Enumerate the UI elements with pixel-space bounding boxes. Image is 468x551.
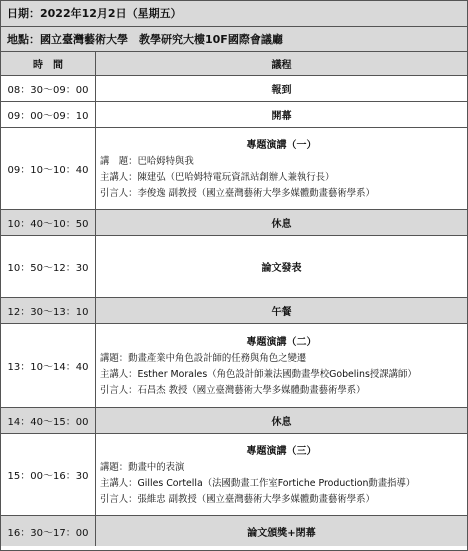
agenda-row <box>1 408 467 434</box>
row-agenda: 論文頒獎+閉幕 <box>247 527 316 539</box>
keynote-moderator: 引言人：李俊逸 副教授（國立臺灣藝術大學多媒體動畫藝術學系） <box>100 187 375 199</box>
row-agenda: 休息 <box>271 219 292 230</box>
agenda-row <box>1 298 467 324</box>
keynote-moderator: 引言人：石昌杰 教授（國立臺灣藝術大學多媒體動畫藝術學系） <box>100 384 366 396</box>
keynote-cell <box>96 434 467 515</box>
row-agenda: 午餐 <box>271 307 292 318</box>
row-time: 09：10～10：40 <box>1 128 96 209</box>
row-time: 15：00～16：30 <box>1 434 96 515</box>
row-time: 16：30～17：00 <box>1 516 96 546</box>
keynote-cell <box>96 324 467 407</box>
time-column-header: 時 間 <box>1 52 96 75</box>
keynote-cell <box>96 128 467 209</box>
row-time: 13：10～14：40 <box>1 324 96 407</box>
keynote-title: 專題演講（一） <box>246 139 317 151</box>
agenda-column-header: 議程 <box>271 60 292 71</box>
keynote-speaker: 主講人：Gilles Cortella（法國動畫工作室Fortiche Production動畫指導） <box>100 477 416 489</box>
keynote-title: 專題演講（三） <box>246 445 317 457</box>
agenda-row <box>1 76 467 102</box>
agenda-row <box>1 210 467 236</box>
row-time: 14：40～15：00 <box>1 408 96 433</box>
agenda-row <box>1 236 467 298</box>
row-time: 12：30～13：10 <box>1 298 96 323</box>
keynote-row-2 <box>1 324 467 408</box>
row-agenda: 報到 <box>271 85 292 96</box>
row-agenda: 開幕 <box>271 111 292 122</box>
keynote-speaker: 主講人：Esther Morales（角色設計師兼法國動畫學校Gobelins授課講師） <box>100 368 417 380</box>
agenda-row <box>1 102 467 128</box>
keynote-topic: 講題：動畫產業中角色設計師的任務與角色之變遷 <box>100 352 307 364</box>
row-agenda: 論文發表 <box>261 263 302 274</box>
row-time: 10：50～12：30 <box>1 236 96 297</box>
agenda-row <box>1 516 467 546</box>
keynote-speaker: 主講人：陳建弘（巴哈姆特電玩資訊站創辦人兼執行長） <box>100 171 335 183</box>
keynote-title: 專題演講（二） <box>246 336 317 348</box>
row-time: 10：40～10：50 <box>1 210 96 235</box>
row-agenda: 休息 <box>271 417 292 428</box>
row-time: 08：30～09：00 <box>1 76 96 101</box>
keynote-topic: 講題：動畫中的表演 <box>100 461 185 473</box>
row-time: 09：00～09：10 <box>1 102 96 127</box>
date-header: 日期：2022年12月2日（星期五） <box>1 1 467 27</box>
location-header: 地點：國立臺灣藝術大學 教學研究大樓10F國際會議廳 <box>1 27 467 52</box>
keynote-row-3 <box>1 434 467 516</box>
keynote-topic: 講 題：巴哈姆特與我 <box>100 155 194 167</box>
keynote-moderator: 引言人：張維忠 副教授（國立臺灣藝術大學多媒體動畫藝術學系） <box>100 493 375 505</box>
keynote-row-1 <box>1 128 467 210</box>
column-header-row <box>1 52 467 76</box>
